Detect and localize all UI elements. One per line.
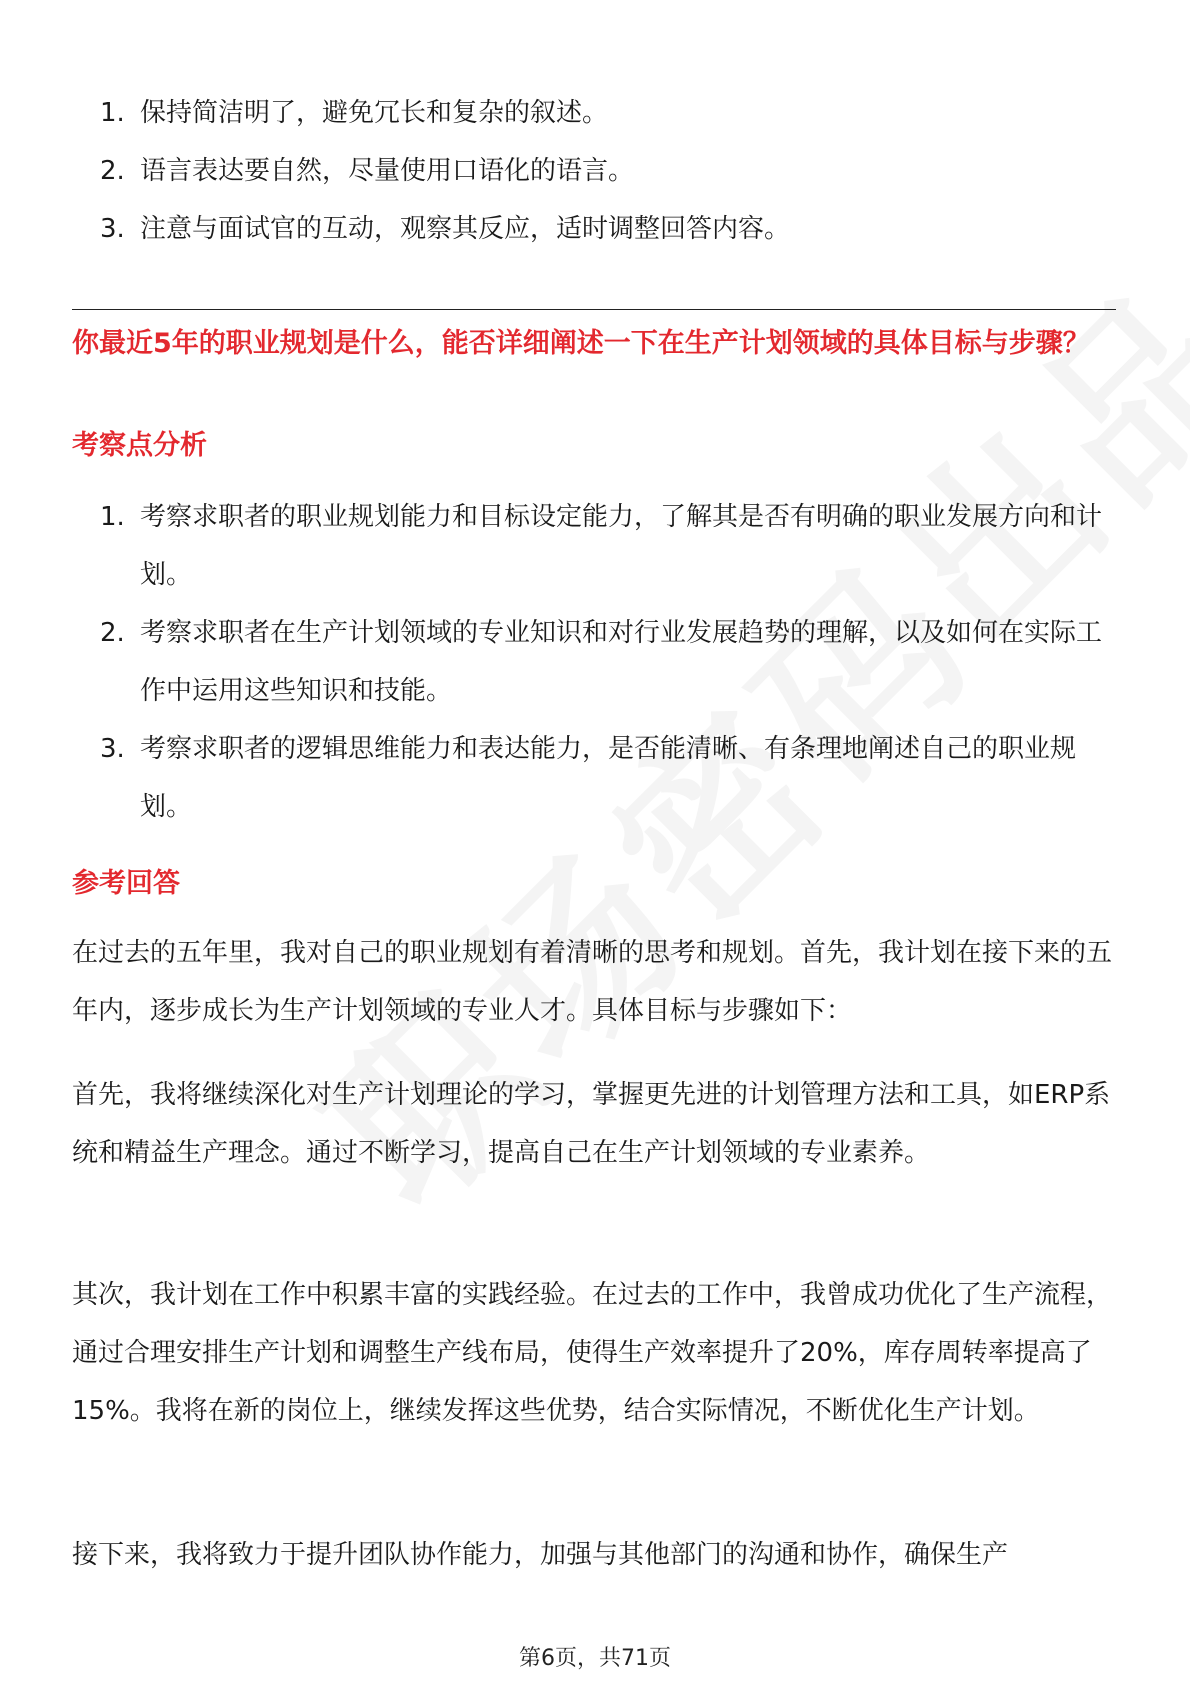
list-item xyxy=(86,604,1116,720)
analysis-title: 考察点分析 xyxy=(72,430,207,461)
list-item xyxy=(86,200,1116,258)
answer-title: 参考回答 xyxy=(72,868,180,899)
list-number: 1. xyxy=(100,502,125,532)
list-item xyxy=(86,488,1116,604)
list-item-text: 考察求职者的职业规划能力和目标设定能力，了解其是否有明确的职业发展方向和计划。 xyxy=(140,502,1103,590)
analysis-list xyxy=(86,488,1116,836)
list-item xyxy=(86,142,1116,200)
answer-paragraph: 其次，我计划在工作中积累丰富的实践经验。在过去的工作中，我曾成功优化了生产流程，通过合理安排生产计划和调整生产线布局，使得生产效率提升了20%，库存周转率提高了15%。我将在新的岗位上，继续发挥这些优势，结合实际情况，不断优化生产计划。 xyxy=(72,1280,1113,1426)
answer-paragraph: 在过去的五年里，我对自己的职业规划有着清晰的思考和规划。首先，我计划在接下来的五年内，逐步成长为生产计划领域的专业人才。具体目标与步骤如下： xyxy=(72,938,1113,1026)
list-item-text: 保持简洁明了，避免冗长和复杂的叙述。 xyxy=(140,98,609,128)
answer-paragraph: 首先，我将继续深化对生产计划理论的学习，掌握更先进的计划管理方法和工具，如ERP系统和精益生产理念。通过不断学习，提高自己在生产计划领域的专业素养。 xyxy=(72,1080,1111,1168)
list-item-text: 考察求职者在生产计划领域的专业知识和对行业发展趋势的理解，以及如何在实际工作中运用这些知识和技能。 xyxy=(140,618,1103,706)
list-item xyxy=(86,84,1116,142)
section-divider xyxy=(72,309,1116,310)
tips-list xyxy=(86,84,1116,258)
answer-paragraph: 接下来，我将致力于提升团队协作能力，加强与其他部门的沟通和协作，确保生产 xyxy=(72,1540,1009,1570)
list-item-text: 语言表达要自然，尽量使用口语化的语言。 xyxy=(140,156,635,186)
page-number-footer: 第6页，共71页 xyxy=(519,1646,671,1671)
list-number: 3. xyxy=(100,734,125,764)
list-item-text: 注意与面试官的互动，观察其反应，适时调整回答内容。 xyxy=(140,214,791,244)
list-item-text: 考察求职者的逻辑思维能力和表达能力，是否能清晰、有条理地阐述自己的职业规划。 xyxy=(140,734,1077,822)
list-number: 2. xyxy=(100,156,125,186)
list-number: 3. xyxy=(100,214,125,244)
list-number: 2. xyxy=(100,618,125,648)
list-number: 1. xyxy=(100,98,125,128)
question-heading: 你最近5年的职业规划是什么，能否详细阐述一下在生产计划领域的具体目标与步骤？ xyxy=(72,328,1090,359)
list-item xyxy=(86,720,1116,836)
